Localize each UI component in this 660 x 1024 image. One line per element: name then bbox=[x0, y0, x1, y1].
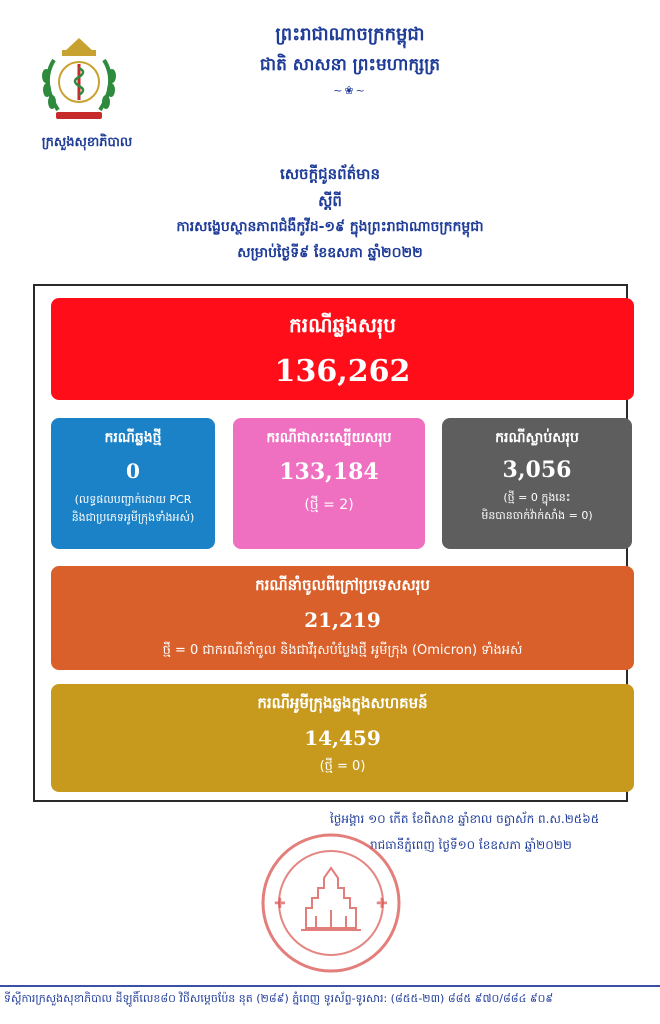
deaths-note-line2: មិនបានចាក់វ៉ាក់សាំង = 0) bbox=[481, 509, 593, 522]
deaths-note-line1: (ថ្មី = 0 ក្នុងនេះ bbox=[503, 491, 571, 504]
total-cases-label: ករណីឆ្លងសរុប bbox=[289, 313, 396, 337]
recovered-note: (ថ្មី = 2) bbox=[304, 497, 354, 513]
new-cases-card bbox=[51, 418, 215, 549]
footer-divider bbox=[0, 985, 660, 987]
new-cases-note-line2: និងជាប្រភេទអូមីក្រុងទាំងអស់) bbox=[71, 511, 195, 524]
svg-text:✚: ✚ bbox=[376, 896, 388, 912]
recovered-value: 133,184 bbox=[279, 459, 379, 485]
new-cases-value: 0 bbox=[126, 459, 140, 483]
recovered-label: ករណីជាសះស្បើយសរុប bbox=[266, 430, 392, 446]
imported-cases-note: ថ្មី = 0 ជាករណីនាំចូល និងជាវីរុសបំប្លែងថ្មី អូមីក្រុង (Omicron) ទាំងអស់ bbox=[162, 643, 523, 658]
ornament-divider: ~❀~ bbox=[333, 84, 367, 97]
imported-cases-card bbox=[51, 566, 634, 670]
svg-text:✚: ✚ bbox=[274, 896, 286, 912]
total-cases-card bbox=[51, 298, 634, 400]
ministry-name: ក្រសួងសុខាភិបាល bbox=[41, 135, 133, 150]
deaths-label: ករណីស្លាប់សរុប bbox=[495, 430, 579, 446]
community-cases-note: (ថ្មី = 0) bbox=[319, 759, 366, 774]
announcement-title: សេចក្តីជូនព័ត៌មាន bbox=[280, 165, 380, 183]
official-seal-icon bbox=[256, 828, 406, 978]
announcement-date: សម្រាប់ថ្ងៃទី៩ ខែឧសភា ឆ្នាំ២០២២ bbox=[237, 245, 423, 261]
kingdom-motto: ជាតិ សាសនា ព្រះមហាក្សត្រ bbox=[259, 55, 441, 75]
imported-cases-value: 21,219 bbox=[304, 608, 381, 632]
new-cases-note-line1: (លទ្ធផលបញ្ជាក់ដោយ PCR bbox=[74, 493, 192, 506]
community-cases-label: ករណីអូមីក្រុងឆ្លងក្នុងសហគមន៍ bbox=[257, 694, 428, 712]
total-cases-value: 136,262 bbox=[274, 354, 411, 389]
deaths-card bbox=[442, 418, 632, 549]
community-cases-card bbox=[51, 684, 634, 792]
solar-date: រាជធានីភ្នំពេញ ថ្ងៃទី១០ ខែឧសភា ឆ្នាំ២០២២ bbox=[370, 838, 572, 852]
ministry-emblem-logo bbox=[34, 32, 124, 124]
announcement-subject-label: ស្តីពី bbox=[318, 192, 342, 210]
footer-address: ទីស្តីការក្រសួងសុខាភិបាល ដីឡូតិ៍លេខ៨០ វិថីសម្តេចប៉ែន នុត (២៨៩) ភ្នំពេញ ទូរស័ព្ទ-ទូរសារ: (៨៥៥-២៣) ៨៨៥ ៩៧០/៨៨៤ ៩០៩ bbox=[4, 992, 554, 1005]
kingdom-title: ព្រះរាជាណាចក្រកម្ពុជា bbox=[275, 24, 425, 45]
deaths-value: 3,056 bbox=[502, 457, 572, 483]
announcement-subject: ការសង្ខេបស្ថានភាពជំងឺកូវីដ-១៩ ក្នុងព្រះរាជាណាចក្រកម្ពុជា bbox=[176, 219, 484, 235]
imported-cases-label: ករណីនាំចូលពីក្រៅប្រទេសសរុប bbox=[255, 576, 430, 594]
lunar-date: ថ្ងៃអង្គារ ១០ កើត ខែពិសាខ ឆ្នាំខាល ចត្វាស័ក ព.ស.២៥៦៥ bbox=[330, 812, 600, 826]
new-cases-label: ករណីឆ្លងថ្មី bbox=[104, 430, 162, 446]
recovered-card bbox=[233, 418, 425, 549]
community-cases-value: 14,459 bbox=[304, 726, 381, 750]
